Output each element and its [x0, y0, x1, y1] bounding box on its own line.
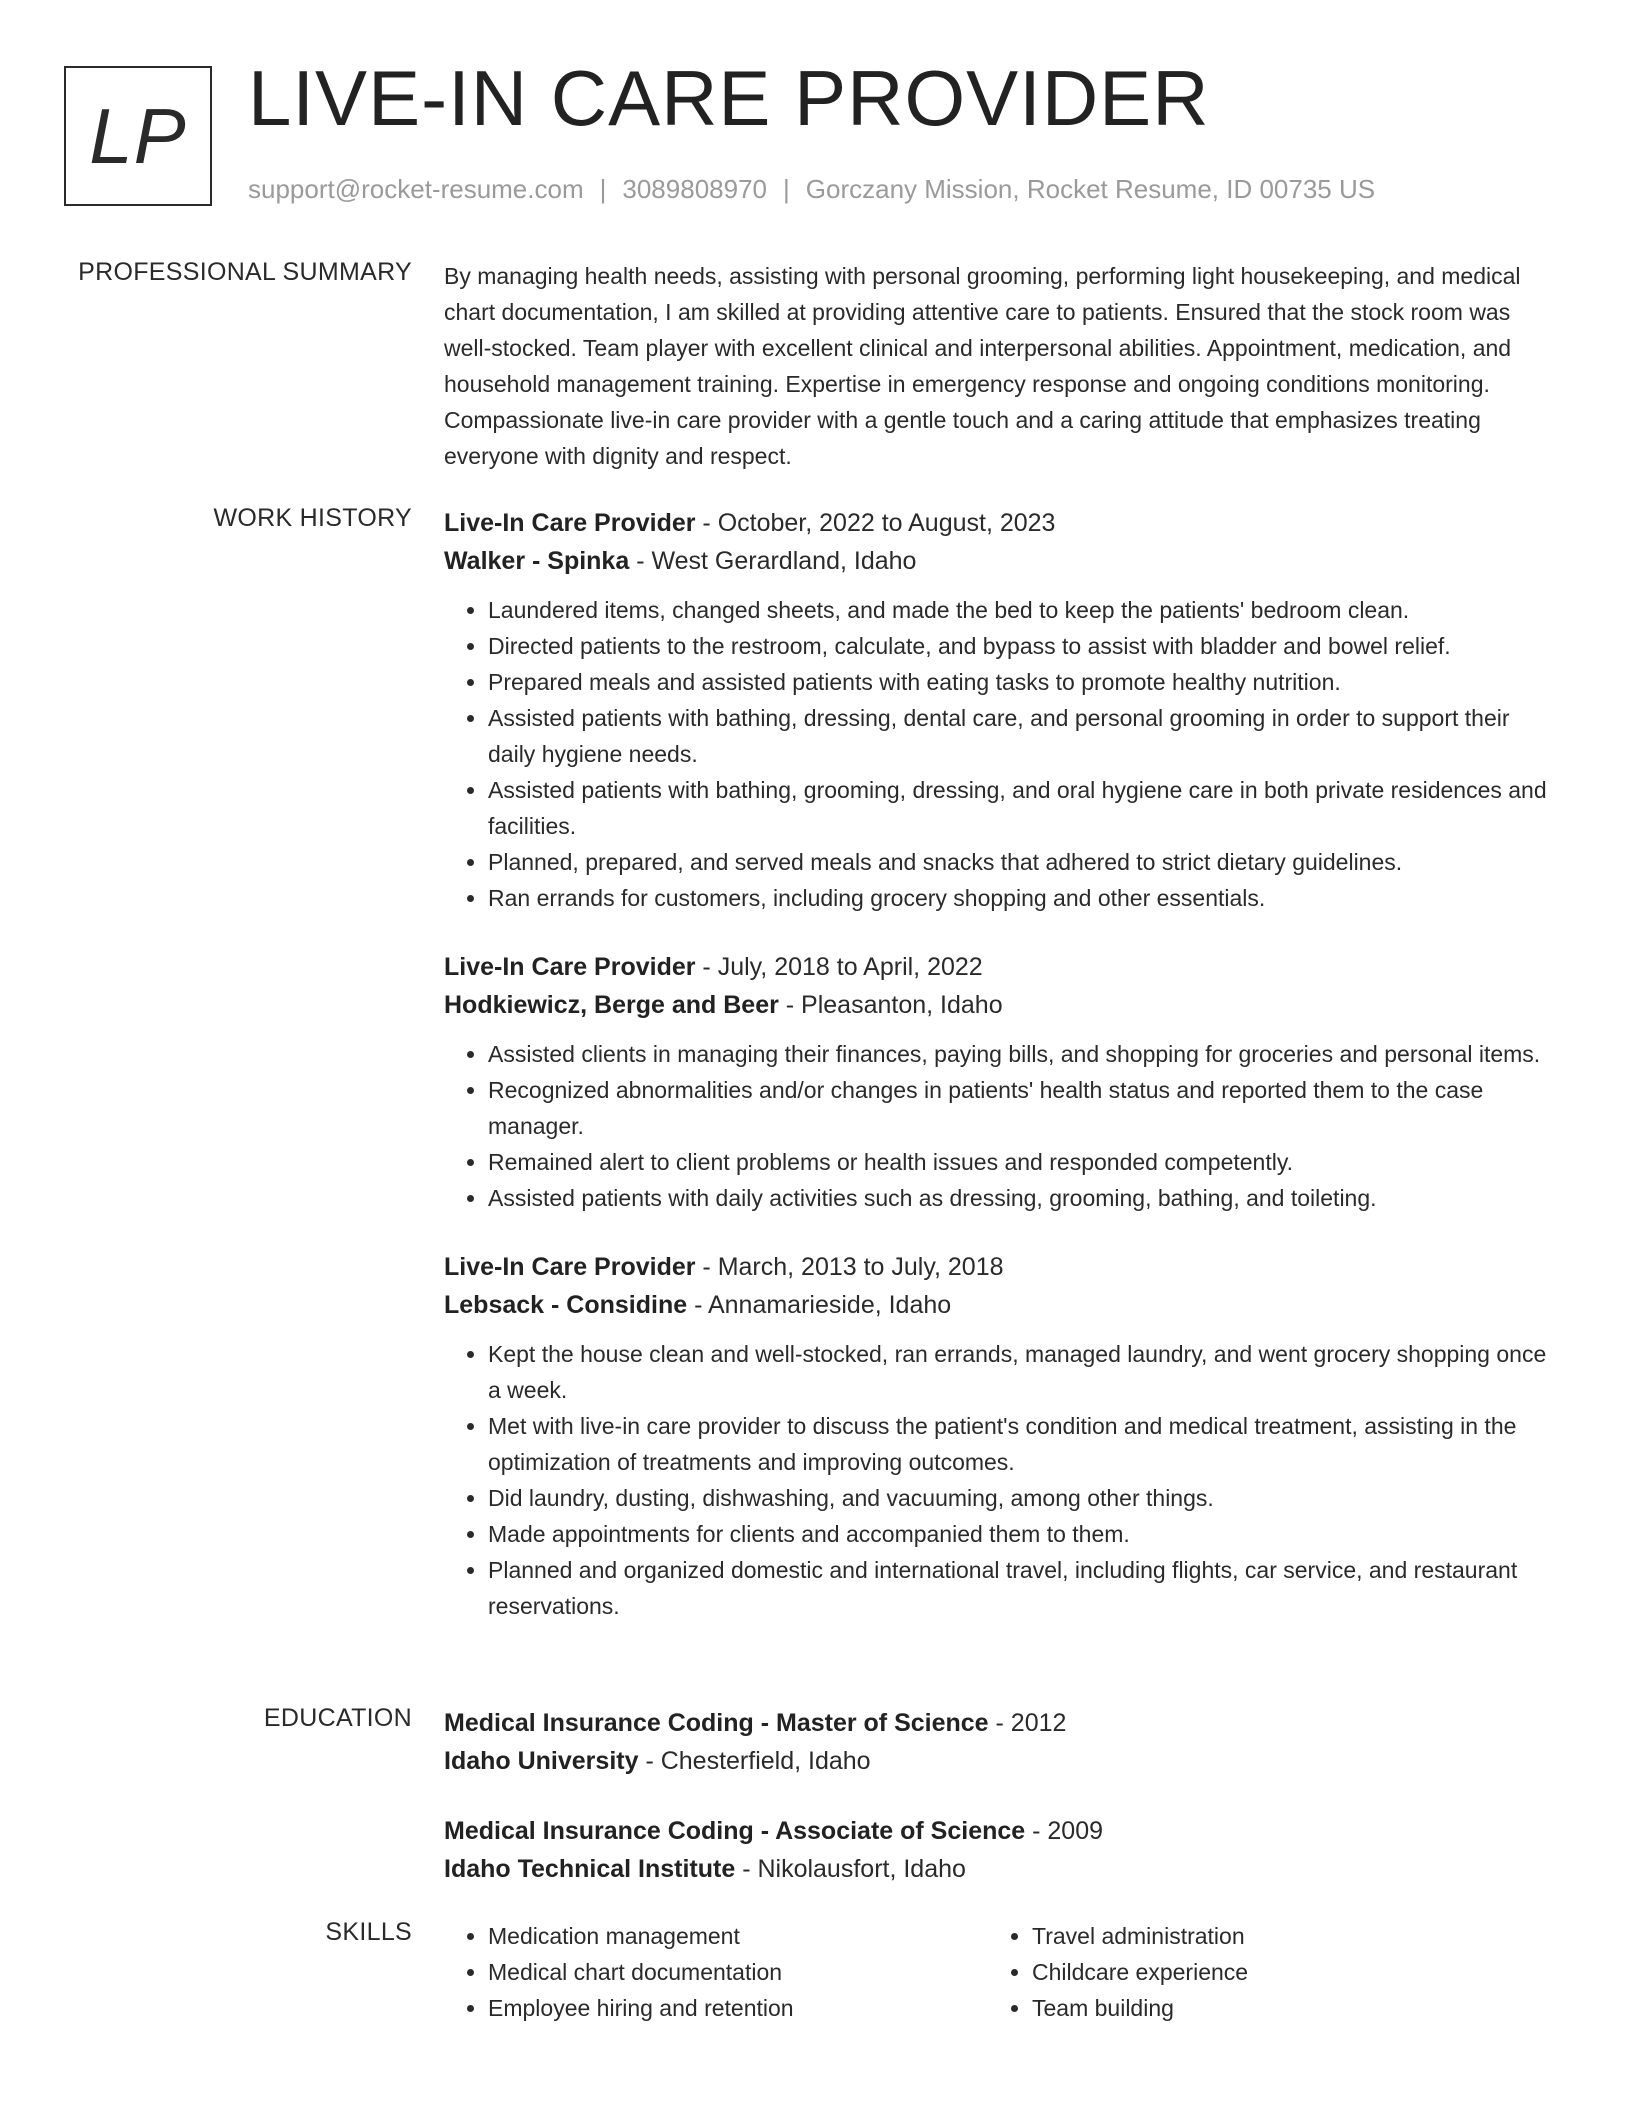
job-bullet: • Assisted clients in managing their finances, paying bills, and shopping for groceries and personal items. [488, 1036, 1560, 1072]
job-title-line [444, 504, 1560, 542]
contact-separator: | [783, 174, 790, 204]
skill-item: • Medical chart documentation [488, 1954, 988, 1990]
job-bullet: • Kept the house clean and well-stocked, ran errands, managed laundry, and went grocery shopping once a week. [488, 1336, 1560, 1408]
job-bullet: • Assisted patients with bathing, dressing, dental care, and personal grooming in order to support their daily hygiene needs. [488, 700, 1560, 772]
skill-item: • Childcare experience [1032, 1954, 1532, 1990]
monogram-logo: LP [64, 66, 212, 206]
school: Idaho University [444, 1747, 639, 1775]
job-bullet: • Assisted patients with bathing, grooming, dressing, and oral hygiene care in both private residences and facilities. [488, 772, 1560, 844]
education-entry [444, 1704, 1560, 1780]
job-company-line [444, 1286, 1560, 1324]
degree: Medical Insurance Coding - Associate of Science [444, 1817, 1026, 1845]
job-bullets [444, 592, 1560, 916]
job-title: Live-In Care Provider [444, 953, 696, 981]
skill-item: • Medication management [488, 1918, 988, 1954]
degree-line [444, 1812, 1560, 1850]
degree-year: - 2012 [988, 1709, 1067, 1737]
summary-text: By managing health needs, assisting with personal grooming, performing light housekeeping, and medical chart documentation, I am skilled at providing attentive care to patients. Ensured that the stock room was well-stocked. Team player with excellent clinical and interpersonal abilities. Appointment, medication, and household management training. Expertise in emergency response and ongoing conditions monitoring. Compassionate live-in care provider with a gentle touch and a caring attitude that emphasizes treating everyone with dignity and respect. [444, 263, 1521, 469]
school-location: - Nikolausfort, Idaho [735, 1855, 966, 1883]
job-bullet: • Remained alert to client problems or health issues and responded competently. [488, 1144, 1560, 1180]
contact-phone[interactable]: 3089808970 [622, 174, 767, 204]
job-bullet: • Prepared meals and assisted patients with eating tasks to promote healthy nutrition. [488, 664, 1560, 700]
education-entry [444, 1812, 1560, 1888]
job-title: Live-In Care Provider [444, 509, 696, 537]
skills-column-right [988, 1918, 1532, 2026]
jobs-list [444, 504, 1560, 1656]
job-dates: - October, 2022 to August, 2023 [695, 509, 1056, 537]
job-dates: - March, 2013 to July, 2018 [695, 1253, 1004, 1281]
job-title-line [444, 948, 1560, 986]
contact-email[interactable]: support@rocket-resume.com [248, 174, 584, 204]
job-entry [444, 948, 1560, 1216]
job-company: Walker - Spinka [444, 547, 630, 575]
job-company: Lebsack - Considine [444, 1291, 688, 1319]
school: Idaho Technical Institute [444, 1855, 736, 1883]
job-bullet: • Made appointments for clients and accompanied them to them. [488, 1516, 1560, 1552]
skills-column-left [444, 1918, 988, 2026]
contact-separator: | [599, 174, 607, 204]
job-bullet: • Planned, prepared, and served meals and snacks that adhered to strict dietary guidelines. [488, 844, 1560, 880]
section-label-summary: PROFESSIONAL SUMMARY [78, 258, 412, 286]
degree-line [444, 1704, 1560, 1742]
job-bullet: • Planned and organized domestic and international travel, including flights, car service, and restaurant reservations. [488, 1552, 1560, 1624]
education-list [444, 1704, 1560, 1920]
job-bullets [444, 1336, 1560, 1624]
section-label-work-history: WORK HISTORY [213, 504, 412, 532]
job-company-line [444, 542, 1560, 580]
section-label-skills: SKILLS [325, 1918, 412, 1946]
job-location: - West Gerardland, Idaho [629, 547, 917, 575]
school-location: - Chesterfield, Idaho [638, 1747, 871, 1775]
job-bullets [444, 1036, 1560, 1216]
skill-item: • Employee hiring and retention [488, 1990, 988, 2026]
job-company: Hodkiewicz, Berge and Beer [444, 991, 779, 1019]
job-location: - Annamarieside, Idaho [687, 1291, 952, 1319]
job-location: - Pleasanton, Idaho [778, 991, 1003, 1019]
job-bullet: • Ran errands for customers, including grocery shopping and other essentials. [488, 880, 1560, 916]
skills-grid [444, 1918, 1560, 2026]
page-title: LIVE-IN CARE PROVIDER [248, 54, 1210, 142]
degree-year: - 2009 [1025, 1817, 1104, 1845]
job-bullet: • Met with live-in care provider to discuss the patient's condition and medical treatment, assisting in the optimization of treatments and improving outcomes. [488, 1408, 1560, 1480]
skill-item: • Team building [1032, 1990, 1532, 2026]
job-entry [444, 504, 1560, 916]
job-title-line [444, 1248, 1560, 1286]
school-line [444, 1742, 1560, 1780]
job-title: Live-In Care Provider [444, 1253, 696, 1281]
skill-item: • Travel administration [1032, 1918, 1532, 1954]
degree: Medical Insurance Coding - Master of Science [444, 1709, 989, 1737]
job-bullet: • Assisted patients with daily activities such as dressing, grooming, bathing, and toileting. [488, 1180, 1560, 1216]
job-bullet: • Did laundry, dusting, dishwashing, and vacuuming, among other things. [488, 1480, 1560, 1516]
contact-line [248, 174, 1375, 205]
section-label-education: EDUCATION [263, 1704, 412, 1732]
job-company-line [444, 986, 1560, 1024]
job-bullet: • Directed patients to the restroom, calculate, and bypass to assist with bladder and bowel relief. [488, 628, 1560, 664]
job-dates: - July, 2018 to April, 2022 [695, 953, 983, 981]
contact-address: Gorczany Mission, Rocket Resume, ID 00735 US [805, 174, 1376, 204]
job-entry [444, 1248, 1560, 1624]
job-bullet: • Recognized abnormalities and/or changes in patients' health status and reported them to the case manager. [488, 1072, 1560, 1144]
job-bullet: • Laundered items, changed sheets, and made the bed to keep the patients' bedroom clean. [488, 592, 1560, 628]
school-line [444, 1850, 1560, 1888]
